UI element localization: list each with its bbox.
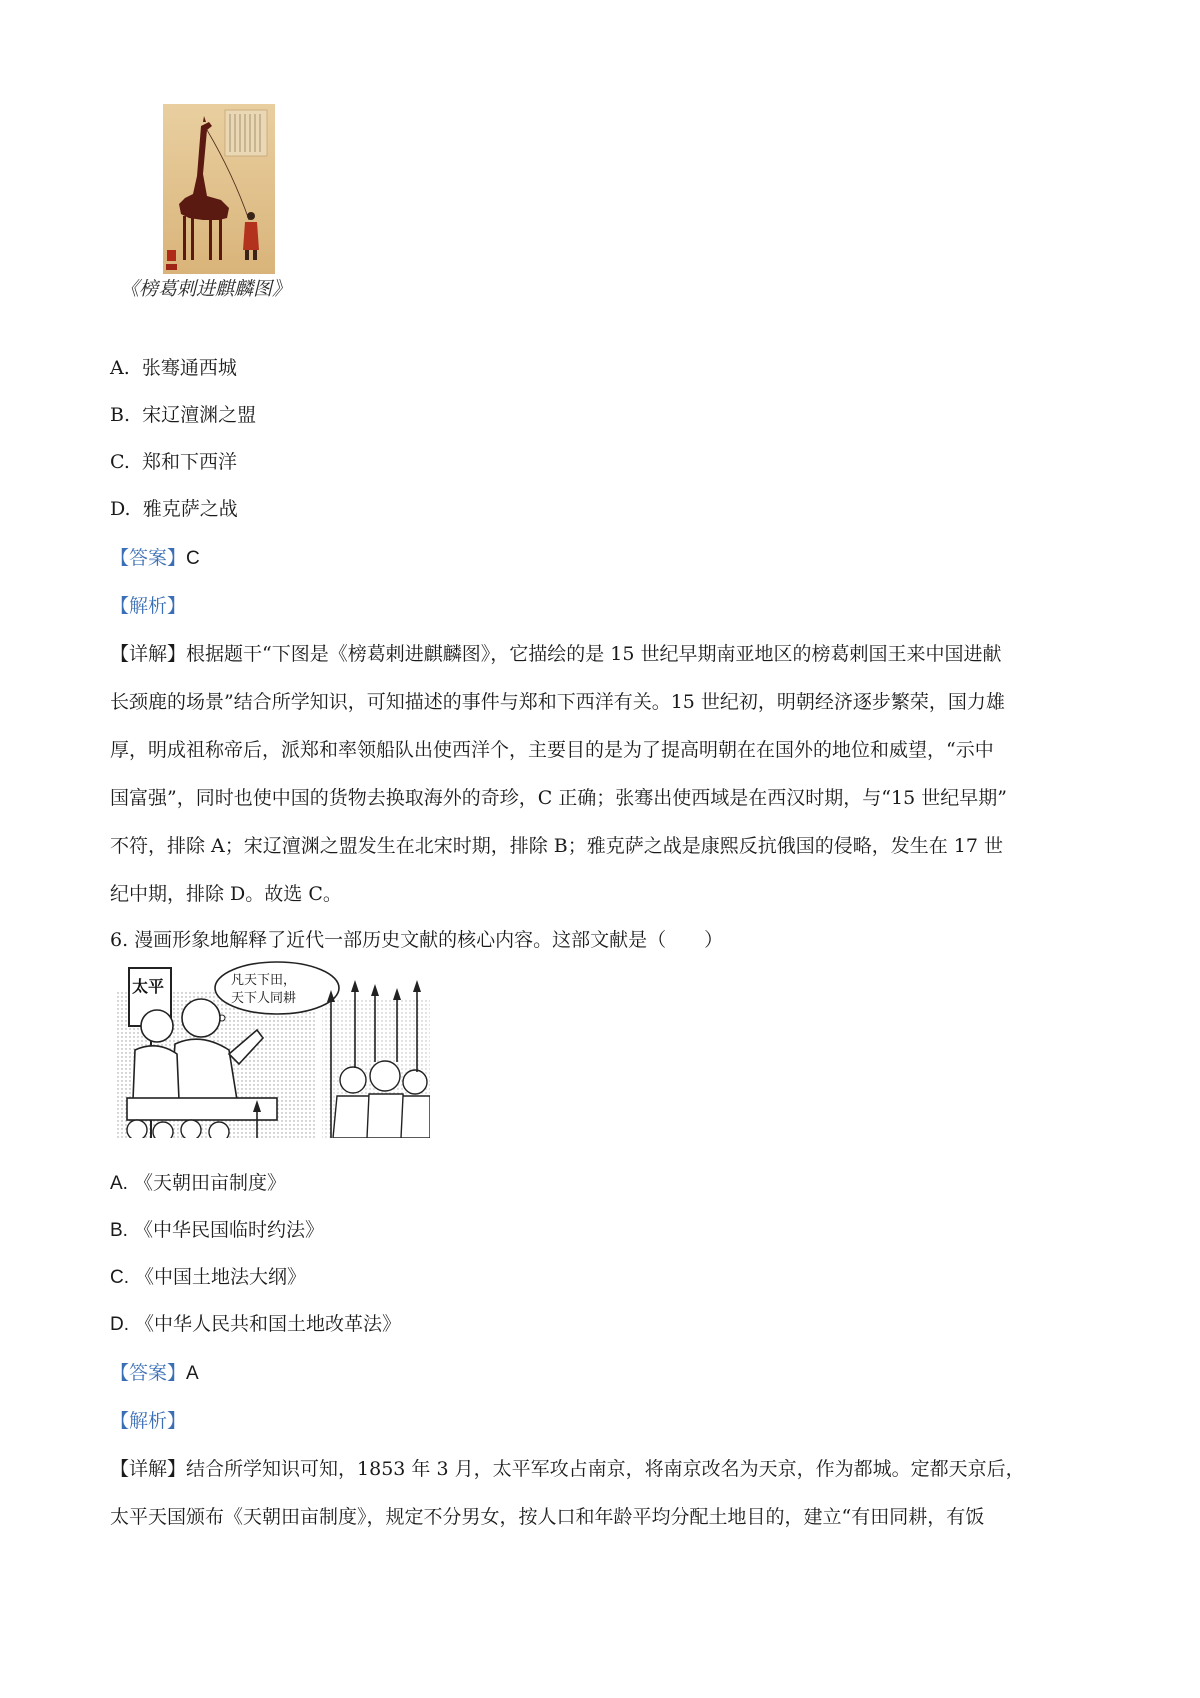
answer-line	[110, 1361, 199, 1386]
option-letter: C.	[110, 451, 130, 473]
option-text: 雅克萨之战	[142, 498, 238, 520]
option-letter: A.	[110, 357, 130, 379]
option-d	[110, 497, 238, 521]
detail-line: 长颈鹿的场景”结合所学知识，可知描述的事件与郑和下西洋有关。15 世纪初，明朝经济逐步繁荣，国力雄	[110, 691, 1005, 713]
option-text: 《中国土地法大纲》	[135, 1266, 307, 1288]
option-text: 张骞通西城	[141, 357, 237, 379]
option-a	[110, 1171, 286, 1196]
answer-line	[110, 546, 200, 571]
cartoon-banner: 太平	[132, 977, 165, 996]
option-c	[110, 450, 237, 474]
answer-tag: 【答案】	[110, 547, 187, 569]
figure-caption: 《榜葛剌进麒麟图》	[120, 278, 292, 300]
answer-value: A	[186, 1363, 199, 1384]
option-text: 《中华人民共和国土地改革法》	[135, 1313, 402, 1335]
analysis-tag: 【解析】	[110, 1410, 187, 1432]
option-letter: C.	[110, 1267, 129, 1288]
option-letter: D.	[110, 1314, 129, 1335]
cartoon-image	[117, 960, 430, 1138]
bubble-line-2: 天下人同耕	[231, 991, 297, 1006]
option-text: 宋辽澶渊之盟	[142, 404, 257, 426]
option-d	[110, 1312, 401, 1337]
giraffe-painting-image	[163, 104, 275, 274]
option-text: 《中华民国临时约法》	[134, 1219, 325, 1241]
option-letter: B.	[110, 1220, 128, 1241]
answer-value: C	[186, 548, 200, 569]
detail-line: 厚，明成祖称帝后，派郑和率领船队出使西洋个，主要目的是为了提高明朝在在国外的地位和威望，“示中	[110, 739, 994, 761]
detail-line: 太平天国颁布《天朝田亩制度》，规定不分男女，按人口和年龄平均分配土地目的，建立“有田同耕，有饭	[110, 1506, 985, 1528]
answer-tag: 【答案】	[110, 1362, 187, 1384]
analysis-tag: 【解析】	[110, 595, 187, 617]
detail-line: 【详解】结合所学知识可知，1853 年 3 月，太平军攻占南京，将南京改名为天京，作为都城。定都天京后，	[110, 1458, 1025, 1480]
detail-tag: 【详解】	[110, 643, 187, 665]
question-text: 6. 漫画形象地解释了近代一部历史文献的核心内容。这部文献是（ ）	[110, 929, 724, 951]
detail-line: 纪中期，排除 D。故选 C。	[110, 883, 342, 905]
detail-line: 【详解】根据题干“下图是《榜葛剌进麒麟图》，它描绘的是 15 世纪早期南亚地区的榜葛剌国王来中国进献	[110, 643, 1002, 665]
detail-line: 国富强”，同时也使中国的货物去换取海外的奇珍，C 正确；张骞出使西域是在西汉时期，与“15 世纪早期”	[110, 787, 1007, 809]
detail-line: 不符，排除 A；宋辽澶渊之盟发生在北宋时期，排除 B；雅克萨之战是康熙反抗俄国的侵略，发生在 17 世	[110, 835, 1004, 857]
option-a	[110, 356, 237, 380]
bubble-line-1: 凡天下田，	[231, 973, 297, 988]
option-b	[110, 403, 256, 427]
option-c	[110, 1265, 306, 1290]
option-letter: D.	[110, 498, 131, 520]
option-letter: A.	[110, 1173, 128, 1194]
option-text: 《天朝田亩制度》	[134, 1172, 287, 1194]
detail-tag: 【详解】	[110, 1458, 187, 1480]
option-text: 郑和下西洋	[142, 451, 238, 473]
option-letter: B.	[110, 404, 131, 426]
option-b	[110, 1218, 324, 1243]
